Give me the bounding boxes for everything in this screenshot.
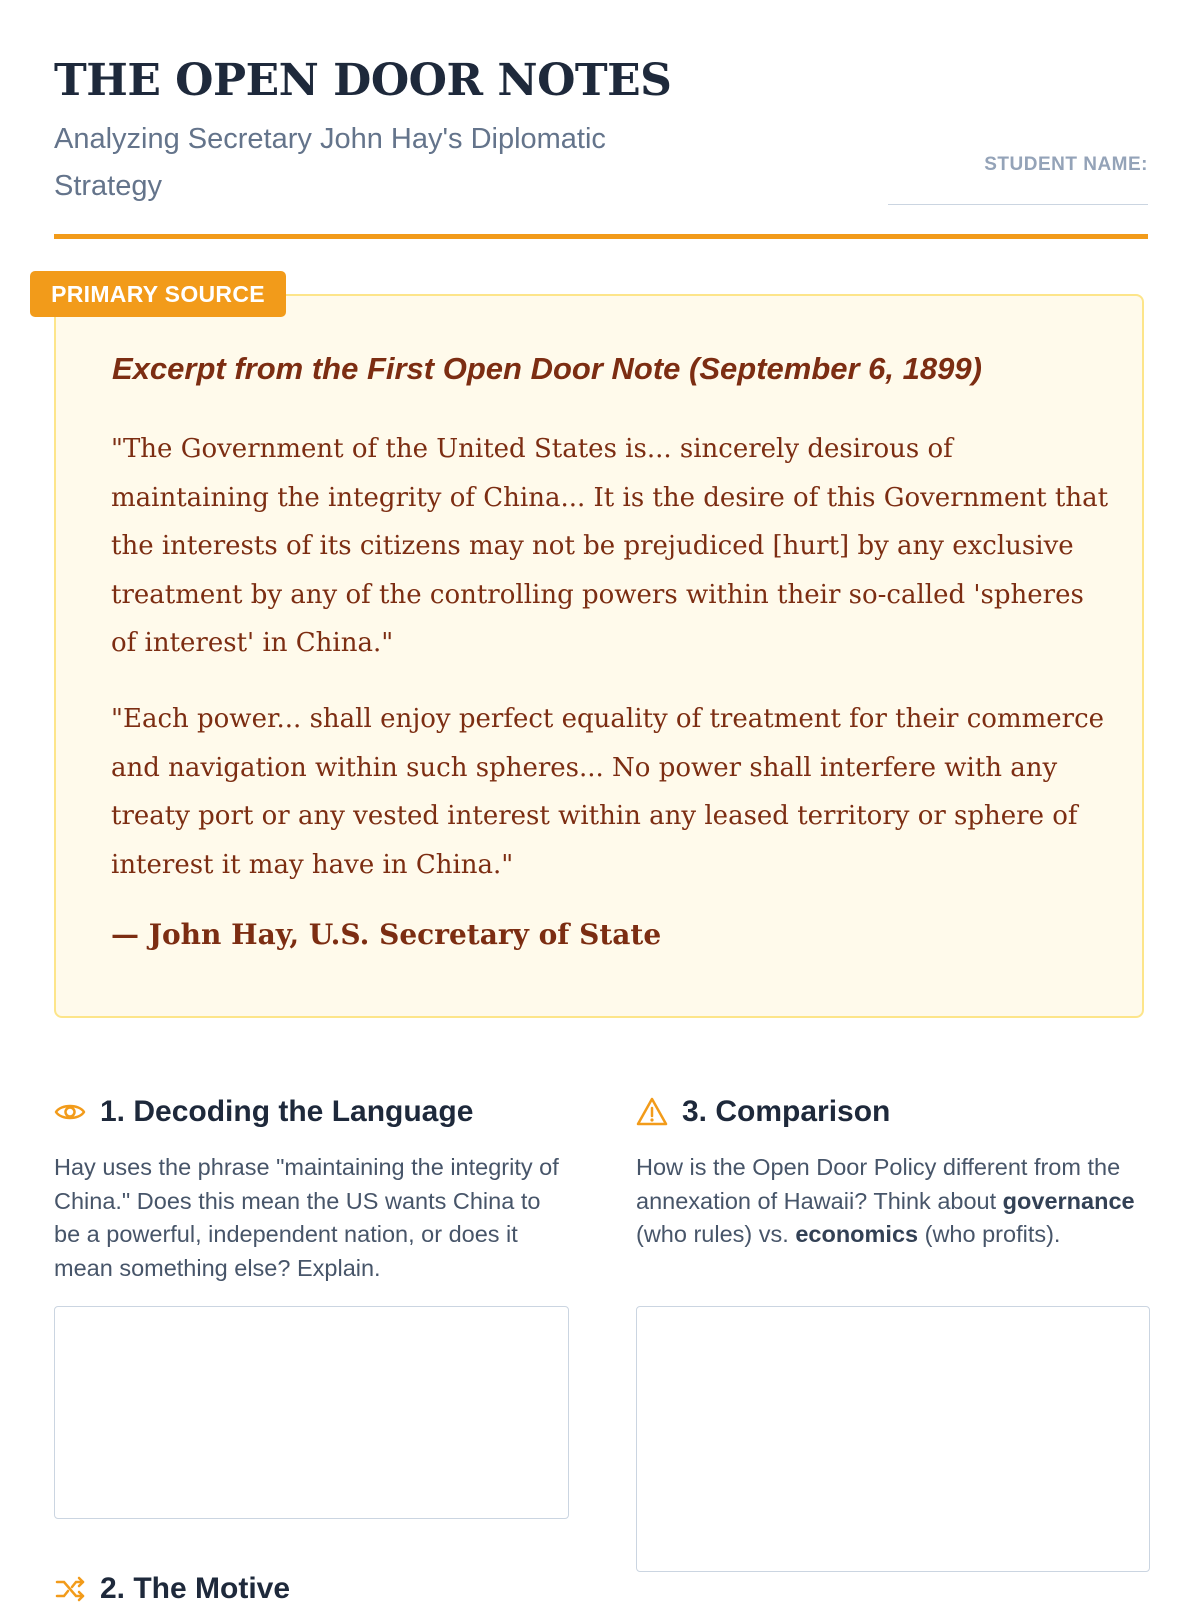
question-3-prompt: [636, 1151, 1148, 1252]
question-3-answer-box[interactable]: [636, 1306, 1150, 1572]
question-1-answer-box[interactable]: [54, 1306, 569, 1519]
term-governance: governance: [1002, 1187, 1135, 1214]
student-name-label: STUDENT NAME:: [984, 154, 1148, 175]
student-name-field[interactable]: [888, 204, 1148, 205]
source-quote-2: "Each power... shall enjoy perfect equality of treatment for their commerce and navigation within such spheres... No power shall interfere with any treaty port or any vested interest within any leased territory or sphere of interest it may have in China.": [111, 704, 1105, 880]
term-economics: economics: [795, 1221, 919, 1247]
shuffle-icon: [54, 1573, 86, 1605]
question-2-title: 2. The Motive: [100, 1572, 291, 1605]
page-title: THE OPEN DOOR NOTES: [54, 55, 672, 106]
warning-icon: [636, 1096, 668, 1128]
question-3-heading: [636, 1095, 890, 1129]
question-1-prompt: Hay uses the phrase "maintaining the integrity of China." Does this mean the US wants China to be a powerful, independent nation, or does it mean something else? Explain.: [54, 1154, 559, 1281]
source-quote-1: "The Government of the United States is... sincerely desirous of maintaining the integrity of China... It is the desire of this Government that the interests of its citizens may not be prejudiced [hurt] by any exclusive treatment by any of the controlling powers within their so-called 'spheres of interest' in China.": [111, 434, 1109, 658]
question-3-prompt-before: How is the Open Door Policy different from the annexation of Hawaii? Think about: [636, 1154, 1121, 1214]
question-1-heading: [54, 1095, 473, 1129]
question-1-title: 1. Decoding the Language: [100, 1095, 474, 1128]
page-subtitle: Analyzing Secretary John Hay's Diplomatic Strategy: [54, 123, 606, 202]
header-divider: [54, 234, 1148, 239]
eye-icon: [54, 1096, 86, 1128]
question-3-title: 3. Comparison: [682, 1095, 891, 1128]
primary-source-tab: PRIMARY SOURCE: [30, 271, 286, 317]
question-3-prompt-middle: (who rules) vs.: [636, 1221, 796, 1247]
question-2-heading: [54, 1572, 290, 1606]
question-3-prompt-after: (who profits).: [918, 1221, 1061, 1247]
source-attribution: — John Hay, U.S. Secretary of State: [111, 918, 662, 951]
source-heading: Excerpt from the First Open Door Note (September 6, 1899): [112, 351, 982, 386]
